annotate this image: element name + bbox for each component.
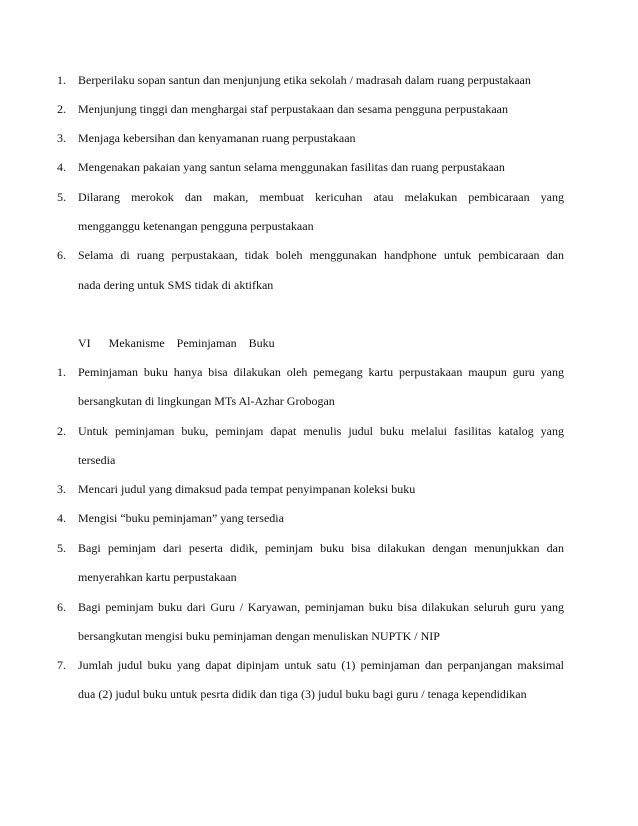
- list-number: 2.: [57, 424, 66, 438]
- list-number: 1.: [57, 73, 66, 87]
- list-text: dua (2) judul buku untuk pesrta didik dan tiga (3) judul buku bagi guru / tenaga kependidikan: [78, 687, 527, 701]
- list-number: 7.: [57, 658, 66, 672]
- list-text: mengganggu ketenangan pengguna perpustakaan: [78, 219, 314, 233]
- list-text: Mengenakan pakaian yang santun selama menggunakan fasilitas dan ruang perpustakaan: [78, 160, 505, 174]
- list-number: 4.: [57, 511, 66, 525]
- list-text: Jumlah judul buku yang dapat dipinjam untuk satu (1) peminjaman dan perpanjangan maksimal: [78, 658, 564, 672]
- list-number: 1.: [57, 365, 66, 379]
- list-number: 4.: [57, 160, 66, 174]
- list-text: Selama di ruang perpustakaan, tidak boleh menggunakan handphone untuk pembicaraan dan: [78, 248, 564, 262]
- list-text: Dilarang merokok dan makan, membuat kericuhan atau melakukan pembicaraan yang: [78, 190, 564, 204]
- list-text: Peminjaman buku hanya bisa dilakukan oleh pemegang kartu perpustakaan maupun guru yang: [78, 365, 564, 379]
- list-number: 5.: [57, 541, 66, 555]
- list-text: Menjunjung tinggi dan menghargai staf perpustakaan dan sesama pengguna perpustakaan: [78, 102, 508, 116]
- list-text: bersangkutan di lingkungan MTs Al-Azhar Grobogan: [78, 394, 335, 408]
- list-number: 3.: [57, 482, 66, 496]
- list-text: Mengisi “buku peminjaman” yang tersedia: [78, 511, 284, 525]
- list-text: bersangkutan mengisi buku peminjaman dengan menuliskan NUPTK / NIP: [78, 629, 440, 643]
- list-text: Mencari judul yang dimaksud pada tempat penyimpanan koleksi buku: [78, 482, 416, 496]
- list-number: 6.: [57, 248, 66, 262]
- list-text: Berperilaku sopan santun dan menjunjung etika sekolah / madrasah dalam ruang perpustakaan: [78, 73, 531, 87]
- list-text: Bagi peminjam buku dari Guru / Karyawan, peminjaman buku bisa dilakukan seluruh guru yang: [78, 600, 564, 614]
- list-number: 3.: [57, 131, 66, 145]
- list-number: 5.: [57, 190, 66, 204]
- list-text: tersedia: [78, 453, 116, 467]
- section-heading-text: VI Mekanisme Peminjaman Buku: [78, 336, 275, 350]
- list-text: Menjaga kebersihan dan kenyamanan ruang perpustakaan: [78, 131, 356, 145]
- list-text: menyerahkan kartu perpustakaan: [78, 570, 237, 584]
- list-text: Untuk peminjaman buku, peminjam dapat menulis judul buku melalui fasilitas katalog yang: [78, 424, 564, 438]
- list-number: 6.: [57, 600, 66, 614]
- list-number: 2.: [57, 102, 66, 116]
- list-text: nada dering untuk SMS tidak di aktifkan: [78, 278, 274, 292]
- list-text: Bagi peminjam dari peserta didik, peminjam buku bisa dilakukan dengan menunjukkan dan: [78, 541, 564, 555]
